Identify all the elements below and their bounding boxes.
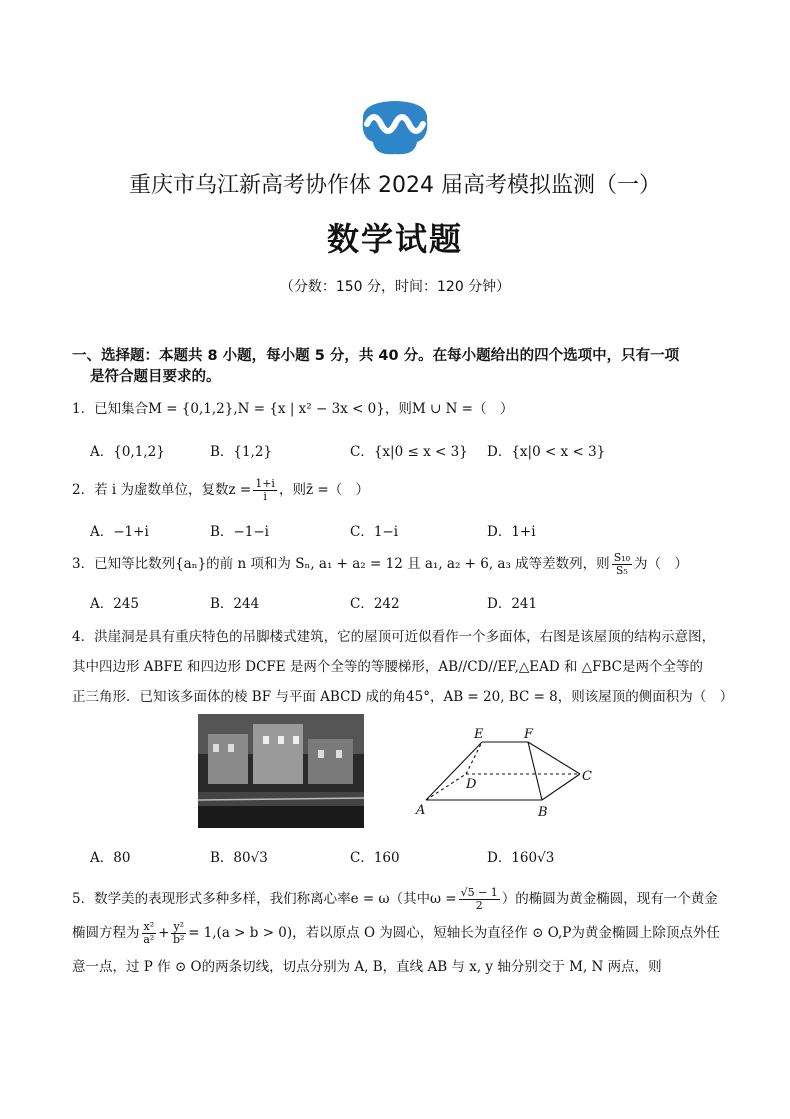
q1-option-c: C．{x|0 ≤ x < 3} (350, 444, 468, 460)
question-4: 4．洪崖洞是具有重庆特色的吊脚楼式建筑，它的屋顶可近似看作一个多面体，右图是该屋顶的结构示意图， 其中四边形 ABFE 和四边形 DCFE 是两个全等的等腰梯形，AB//CD//EF,△EAD 和 △FBC是两个全等的 正三角形．已知该多面体的棱 BF 与平面 ABCD 成的角45°，AB = 20, BC = 8，则该屋顶的侧面积为（ ） (72, 629, 734, 705)
label-C: C (582, 769, 592, 784)
q2-option-d: D．1+i (487, 524, 536, 540)
q3-option-b: B．244 (210, 596, 260, 612)
building-photo (198, 714, 364, 828)
q1-option-d: D．{x|0 < x < 3} (487, 444, 606, 460)
q5-x-term: $\frac{\text{x²}}{\text{a²}}$ (143, 920, 155, 946)
label-D: D (466, 777, 477, 792)
q4-option-c: C．160 (350, 850, 400, 866)
q5-golden-fraction: $\frac{√5 - 1}{2}$ (460, 886, 498, 912)
q3-option-d: D．241 (487, 596, 538, 612)
q2-fraction: $\frac{1+i}{i}$ (255, 477, 275, 503)
q3-option-a: A．245 (90, 596, 140, 612)
q2-option-c: C．1−i (350, 524, 399, 540)
q2-option-a: A．−1+i (90, 524, 149, 540)
section-heading: 一、选择题：本题共 8 小题，每小题 5 分，共 40 分。在每小题给出的四个选项中，只有一项 是符合题目要求的。 (72, 348, 680, 385)
label-F: F (524, 727, 534, 742)
question-1 (72, 398, 732, 420)
q3-fraction: $\frac{\text{S₁₀}}{\text{S₅}}$ (613, 551, 631, 577)
school-logo (357, 98, 433, 156)
question-3: 3．已知等比数列{aₙ}的前 n 项和为 Sₙ, a₁ + a₂ = 12 且 a₁, a₂ + 6, a₃ 成等差数列，则 $\frac{\text{S₁₀}}{\text{S₅}}$ 为（ ） (72, 551, 689, 577)
q1-option-a: A．{0,1,2} (90, 444, 165, 460)
label-A: A (416, 803, 426, 818)
q4-option-a: A．80 (90, 850, 131, 866)
q1-option-b: B．{1,2} (210, 444, 273, 460)
question-1-text: 1．已知集合M = {0,1,2},N = {x | x² − 3x < 0}，则M ∪ N =（ ） (72, 401, 514, 417)
roof-diagram (410, 722, 600, 822)
q4-option-b: B．80√3 (210, 850, 268, 866)
subject-title: 数学试题 (326, 220, 463, 258)
q4-option-d: D．160√3 (487, 850, 555, 866)
question-5: 5．数学美的表现形式多种多样，我们称离心率e = ω（其中ω = $\frac{√5 - 1}{2}$ ）的椭圆为黄金椭圆，现有一个黄金 椭圆方程为 $\frac{\text{x²}}{\text{a²}}$ + $\frac{\text{y²}}{\text{b²}}$ = 1,(a > b > 0)，若以原点 O 为圆心，短轴长为直径作 ⊙ O,P为黄金椭圆上除顶点外任 意一点，过 P 作 ⊙ O的两条切线，切点分别为 A, B，直线 AB 与 x, y 轴分别交于 M, N 两点，则 (72, 886, 720, 975)
exam-title: 重庆市乌江新高考协作体 2024 届高考模拟监测（一） (129, 173, 661, 198)
q5-y-term: $\frac{\text{y²}}{\text{b²}}$ (173, 920, 185, 946)
q3-option-c: C．242 (350, 596, 400, 612)
exam-meta: （分数：150 分，时间：120 分钟） (279, 279, 511, 295)
question-2: 2．若 i 为虚数单位，复数z = $\frac{1+i}{i}$ ，则z̄ =（ ） (72, 477, 370, 503)
q2-option-b: B．−1−i (210, 524, 269, 540)
label-B: B (538, 805, 548, 820)
label-E: E (474, 727, 484, 742)
